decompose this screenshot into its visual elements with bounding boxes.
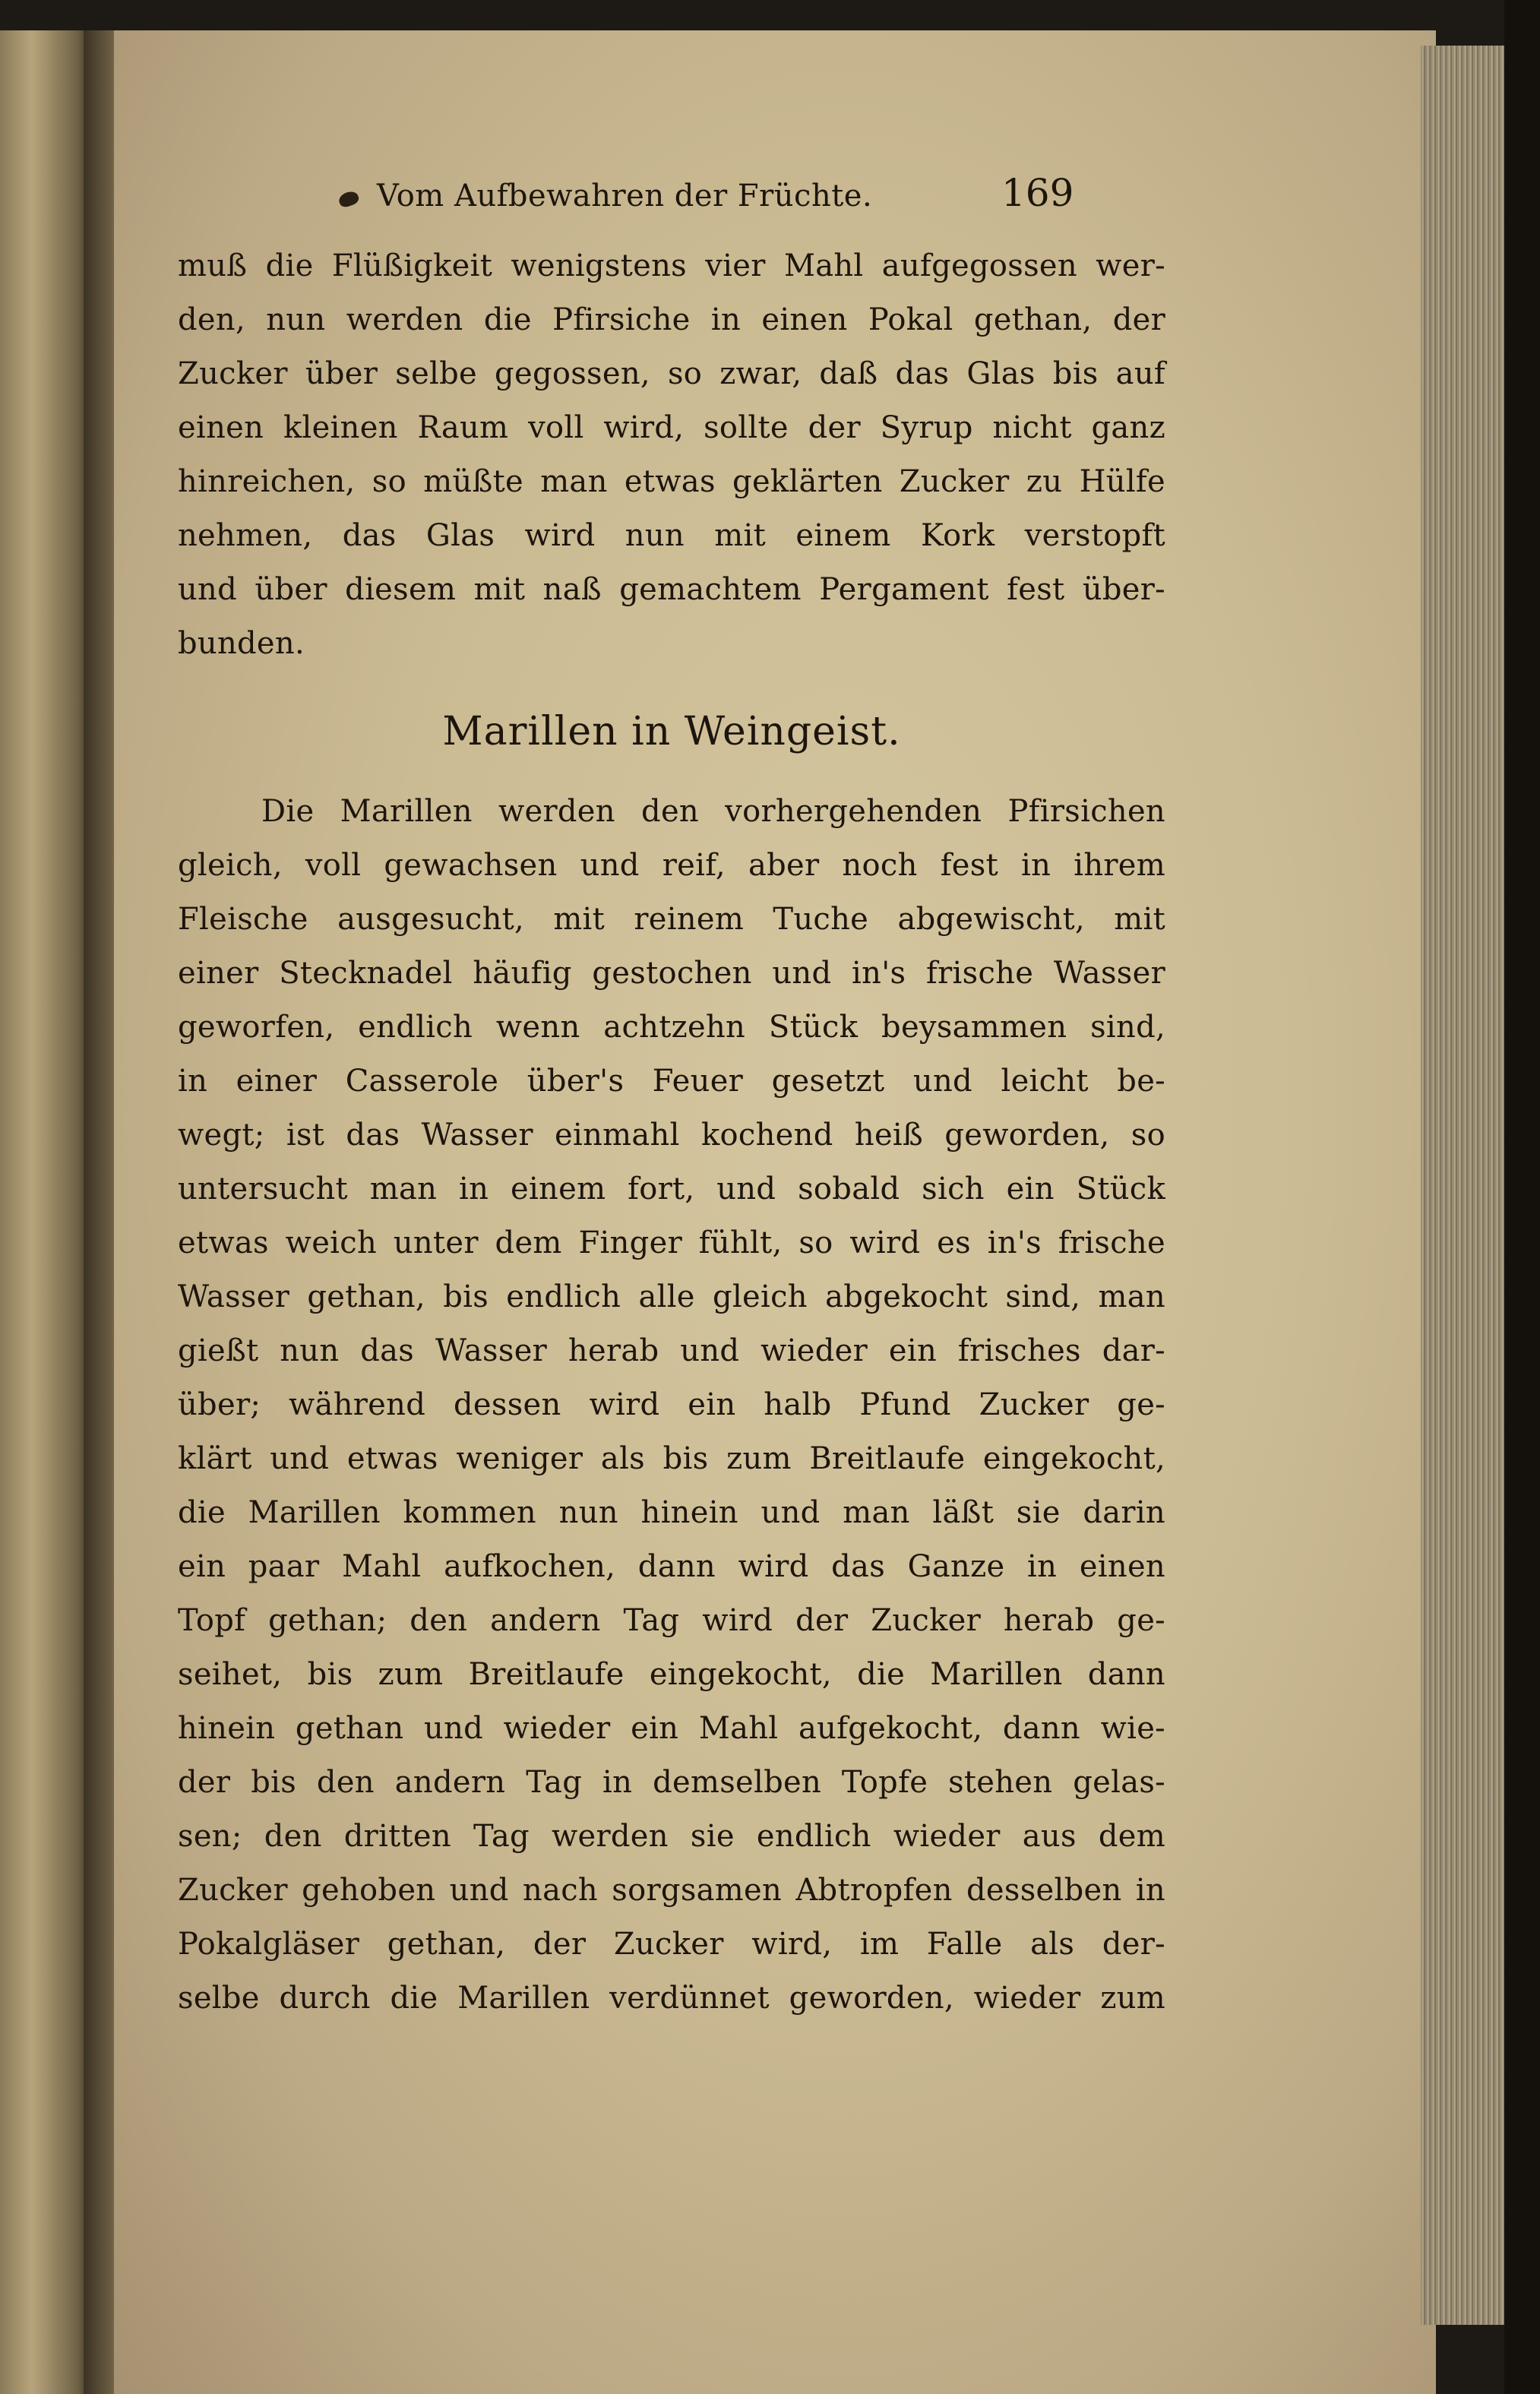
page-text	[178, 171, 1165, 2026]
text-line: Topf gethan; den andern Tag wird der Zucker herab ge-	[178, 1603, 1165, 1638]
text-line: einen kleinen Raum voll wird, sollte der Syrup nicht ganz	[178, 410, 1165, 445]
text-line: sen; den dritten Tag werden sie endlich wieder aus dem	[178, 1819, 1165, 1854]
text-line: über; während dessen wird ein halb Pfund Zucker ge-	[178, 1387, 1165, 1422]
text-line: in einer Casserole über's Feuer gesetzt und leicht be-	[178, 1064, 1165, 1099]
text-line: bunden.	[178, 626, 305, 661]
text-line: hinein gethan und wieder ein Mahl aufgekocht, dann wie-	[178, 1711, 1165, 1746]
text-line: muß die Flüßigkeit wenigstens vier Mahl aufgegossen wer-	[178, 248, 1165, 283]
text-line: selbe durch die Marillen verdünnet geworden, wieder zum	[178, 1981, 1165, 2016]
leaf-ornament-icon	[337, 189, 361, 209]
text-line: untersucht man in einem fort, und sobald sich ein Stück	[178, 1172, 1165, 1206]
text-line: einer Stecknadel häufig gestochen und in's frische Wasser	[178, 956, 1165, 991]
paragraph-continued	[178, 239, 1165, 671]
text-line: die Marillen kommen nun hinein und man läßt sie darin	[178, 1495, 1165, 1530]
text-line: gießt nun das Wasser herab und wieder ein frisches dar-	[178, 1333, 1165, 1368]
page-header	[178, 171, 1165, 239]
text-line: der bis den andern Tag in demselben Topfe stehen gelas-	[178, 1765, 1165, 1800]
left-page-edge	[0, 30, 91, 2394]
text-line: den, nun werden die Pfirsiche in einen Pokal gethan, der	[178, 302, 1165, 337]
running-head: Vom Aufbewahren der Früchte.	[377, 179, 873, 213]
section-heading: Marillen in Weingeist.	[442, 709, 901, 754]
text-line: Zucker über selbe gegossen, so zwar, daß das Glas bis auf	[178, 356, 1165, 391]
text-line: ein paar Mahl aufkochen, dann wird das Ganze in einen	[178, 1549, 1165, 1584]
text-line: und über diesem mit naß gemachtem Pergament fest über-	[178, 572, 1165, 607]
text-line: gleich, voll gewachsen und reif, aber noch fest in ihrem	[178, 848, 1165, 883]
text-line: Die Marillen werden den vorhergehenden Pfirsichen	[261, 794, 1165, 829]
text-line: Zucker gehoben und nach sorgsamen Abtropfen desselben in	[178, 1873, 1165, 1908]
text-line: Fleische ausgesucht, mit reinem Tuche abgewischt, mit	[178, 902, 1165, 937]
text-line: klärt und etwas weniger als bis zum Breitlaufe eingekocht,	[178, 1441, 1165, 1476]
page-number: 169	[1001, 171, 1074, 215]
text-line: etwas weich unter dem Finger fühlt, so wird es in's frische	[178, 1225, 1165, 1260]
text-line: geworfen, endlich wenn achtzehn Stück beysammen sind,	[178, 1010, 1165, 1045]
text-line: seihet, bis zum Breitlaufe eingekocht, die Marillen dann	[178, 1657, 1165, 1692]
text-line: Pokalgläser gethan, der Zucker wird, im Falle als der-	[178, 1927, 1165, 1962]
page-stack-edges	[1421, 46, 1504, 2325]
paragraph-marillen	[178, 785, 1165, 2026]
scan-border	[1504, 0, 1540, 2394]
text-line: nehmen, das Glas wird nun mit einem Kork verstopft	[178, 518, 1165, 553]
text-line: Wasser gethan, bis endlich alle gleich abgekocht sind, man	[178, 1279, 1165, 1314]
text-line: hinreichen, so müßte man etwas geklärten Zucker zu Hülfe	[178, 464, 1165, 499]
text-line: wegt; ist das Wasser einmahl kochend heiß geworden, so	[178, 1118, 1165, 1153]
